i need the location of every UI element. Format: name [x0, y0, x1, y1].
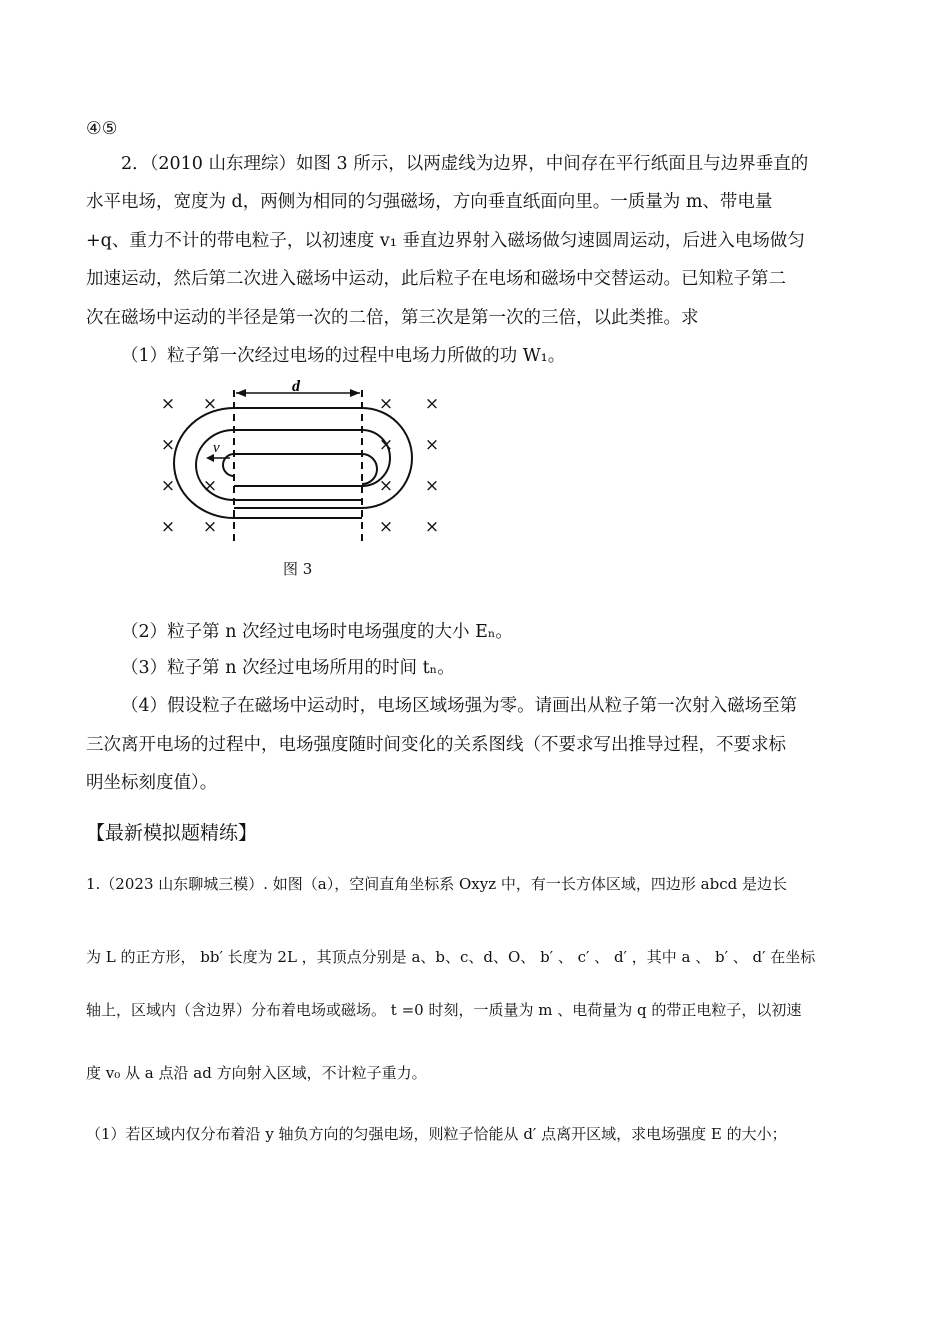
sim1-part-1: （1）若区域内仅分布着沿 y 轴负方向的匀强电场，则粒子恰能从 d′ 点离开区域，求电场强度 E 的大小；: [86, 1125, 787, 1143]
cross-mark: ×: [424, 435, 440, 455]
sim1-line-3: 轴上，区域内（含边界）分布着电场或磁场。 t =0 时刻，一质量为 m 、电荷量为 q 的带正电粒子，以初速: [86, 1001, 802, 1019]
cross-mark: ×: [378, 517, 394, 537]
cross-mark: ×: [160, 394, 176, 414]
cross-mark: ×: [424, 476, 440, 496]
label-v: v: [213, 440, 220, 456]
figure-3-diagram: [150, 378, 450, 548]
q2-part-3: （3）粒子第 n 次经过电场所用的时间 tₙ。: [121, 658, 455, 678]
middle-track-right: [234, 430, 390, 486]
cross-mark: ×: [160, 476, 176, 496]
q2-part-2: （2）粒子第 n 次经过电场时电场强度的大小 Eₙ。: [121, 622, 513, 642]
cross-mark: ×: [424, 394, 440, 414]
q2-line-3: +q、重力不计的带电粒子，以初速度 v₁ 垂直边界射入磁场做匀速圆周运动，后进入电场做匀: [86, 231, 805, 251]
inner-track: [234, 454, 377, 484]
cross-mark: ×: [202, 517, 218, 537]
q2-line-5: 次在磁场中运动的半径是第一次的二倍，第三次是第一次的三倍，以此类推。求: [86, 308, 699, 328]
cross-mark: ×: [160, 517, 176, 537]
middle-track-left: [196, 430, 362, 500]
sim1-line-4: 度 v₀ 从 a 点沿 ad 方向射入区域，不计粒子重力。: [86, 1064, 427, 1082]
cross-mark: ×: [378, 435, 394, 455]
top-marks: ④⑤: [86, 119, 118, 139]
q2-part-4-line-3: 明坐标刻度值）。: [86, 773, 218, 793]
q2-line-2: 水平电场，宽度为 d，两侧为相同的匀强磁场，方向垂直纸面向里。一质量为 m、带电量: [86, 192, 773, 212]
sim1-line-1: 1.（2023 山东聊城三模）. 如图（a），空间直角坐标系 Oxyz 中，有一长方体区域，四边形 abcd 是边长: [86, 875, 787, 893]
q2-line-4: 加速运动，然后第二次进入磁场中运动，此后粒子在电场和磁场中交替运动。已知粒子第二: [86, 269, 786, 289]
section-heading: 【最新模拟题精练】: [86, 822, 258, 844]
cross-mark: ×: [378, 394, 394, 414]
cross-mark: ×: [160, 435, 176, 455]
figure-caption: 图 3: [283, 560, 313, 578]
outer-track-left: [174, 408, 362, 518]
label-d: d: [292, 378, 300, 395]
cross-mark: ×: [202, 394, 218, 414]
cross-mark: ×: [378, 476, 394, 496]
q2-part-4-line-2: 三次离开电场的过程中，电场强度随时间变化的关系图线（不要求写出推导过程，不要求标: [86, 735, 786, 755]
q2-part-4-line-1: （4）假设粒子在磁场中运动时，电场区域场强为零。请画出从粒子第一次射入磁场至第: [121, 696, 798, 716]
sim1-line-2: 为 L 的正方形， bb′ 长度为 2L ，其顶点分别是 a、b、c、d、O、 b′ 、 c′ 、 d′ ，其中 a 、 b′ 、 d′ 在坐标: [86, 948, 816, 966]
cross-mark: ×: [202, 476, 218, 496]
q2-part-1: （1）粒子第一次经过电场的过程中电场力所做的功 W₁。: [121, 346, 566, 366]
cross-mark: ×: [424, 517, 440, 537]
q2-line-1: 2．（2010 山东理综）如图 3 所示，以两虚线为边界，中间存在平行纸面且与边界垂直的: [121, 154, 809, 174]
